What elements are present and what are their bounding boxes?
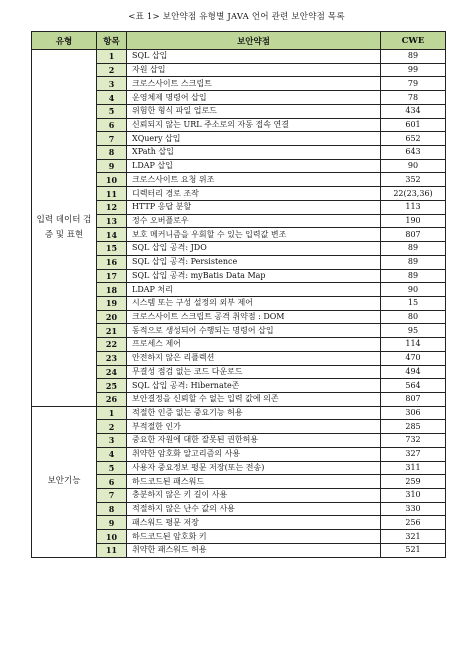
- cwe-cell: 434: [381, 104, 446, 118]
- item-number-cell: 26: [97, 392, 127, 406]
- weakness-name-cell: 크로스사이트 요청 위조: [127, 173, 381, 187]
- weakness-name-cell: 운영체제 명령어 삽입: [127, 91, 381, 105]
- cwe-cell: 90: [381, 159, 446, 173]
- item-number-cell: 13: [97, 214, 127, 228]
- item-number-cell: 3: [97, 77, 127, 91]
- weakness-name-cell: 보안결정을 신뢰할 수 없는 입력 값에 의존: [127, 392, 381, 406]
- cwe-cell: 521: [381, 543, 446, 557]
- item-number-cell: 2: [97, 420, 127, 434]
- cwe-cell: 564: [381, 379, 446, 393]
- item-number-cell: 20: [97, 310, 127, 324]
- item-number-cell: 11: [97, 543, 127, 557]
- cwe-cell: 80: [381, 310, 446, 324]
- weakness-name-cell: 적절하지 않은 난수 값의 사용: [127, 502, 381, 516]
- item-number-cell: 9: [97, 516, 127, 530]
- weakness-name-cell: 충분하지 않은 키 길이 사용: [127, 489, 381, 503]
- item-number-cell: 24: [97, 365, 127, 379]
- weakness-name-cell: 신뢰되지 않는 URL 주소로의 자동 접속 연결: [127, 118, 381, 132]
- cwe-cell: 113: [381, 200, 446, 214]
- item-number-cell: 23: [97, 351, 127, 365]
- cwe-cell: 652: [381, 132, 446, 146]
- weakness-name-cell: LDAP 처리: [127, 283, 381, 297]
- weakness-table: [31, 31, 446, 558]
- cwe-cell: 330: [381, 502, 446, 516]
- cwe-cell: 22(23,36): [381, 187, 446, 201]
- header-weakness: 보안약점: [127, 32, 381, 50]
- item-number-cell: 9: [97, 159, 127, 173]
- item-number-cell: 7: [97, 132, 127, 146]
- cwe-cell: 89: [381, 255, 446, 269]
- cwe-cell: 190: [381, 214, 446, 228]
- weakness-name-cell: SQL 삽입 공격: Hibernate존: [127, 379, 381, 393]
- table-header-row: [32, 32, 446, 50]
- item-number-cell: 16: [97, 255, 127, 269]
- cwe-cell: 90: [381, 283, 446, 297]
- cwe-cell: 321: [381, 530, 446, 544]
- item-number-cell: 10: [97, 173, 127, 187]
- cwe-cell: 601: [381, 118, 446, 132]
- cwe-cell: 15: [381, 296, 446, 310]
- weakness-name-cell: 사용자 중요정보 평문 저장(또는 전송): [127, 461, 381, 475]
- header-item: 항목: [97, 32, 127, 50]
- weakness-name-cell: 취약한 암호화 알고리즘의 사용: [127, 447, 381, 461]
- cwe-cell: 89: [381, 50, 446, 64]
- item-number-cell: 18: [97, 283, 127, 297]
- cwe-cell: 89: [381, 269, 446, 283]
- item-number-cell: 22: [97, 338, 127, 352]
- weakness-name-cell: SQL 삽입 공격: JDO: [127, 242, 381, 256]
- item-number-cell: 19: [97, 296, 127, 310]
- table-body: [32, 50, 446, 558]
- item-number-cell: 2: [97, 63, 127, 77]
- weakness-name-cell: 시스템 또는 구성 설정의 외부 제어: [127, 296, 381, 310]
- item-number-cell: 10: [97, 530, 127, 544]
- weakness-name-cell: SQL 삽입: [127, 50, 381, 64]
- item-number-cell: 4: [97, 91, 127, 105]
- cwe-cell: 99: [381, 63, 446, 77]
- item-number-cell: 11: [97, 187, 127, 201]
- cwe-cell: 285: [381, 420, 446, 434]
- cwe-cell: 79: [381, 77, 446, 91]
- weakness-name-cell: 중요한 자원에 대한 잘못된 권한허용: [127, 434, 381, 448]
- cwe-cell: 114: [381, 338, 446, 352]
- table-row: [32, 50, 446, 64]
- weakness-name-cell: XPath 삽입: [127, 146, 381, 160]
- weakness-name-cell: 부적절한 인가: [127, 420, 381, 434]
- item-number-cell: 8: [97, 502, 127, 516]
- item-number-cell: 1: [97, 406, 127, 420]
- weakness-name-cell: 하드코드된 패스워드: [127, 475, 381, 489]
- item-number-cell: 15: [97, 242, 127, 256]
- weakness-name-cell: 취약한 패스워드 허용: [127, 543, 381, 557]
- cwe-cell: 352: [381, 173, 446, 187]
- header-type: 유형: [32, 32, 97, 50]
- cwe-cell: 256: [381, 516, 446, 530]
- cwe-cell: 327: [381, 447, 446, 461]
- weakness-name-cell: 프로세스 제어: [127, 338, 381, 352]
- cwe-cell: 311: [381, 461, 446, 475]
- item-number-cell: 21: [97, 324, 127, 338]
- weakness-name-cell: SQL 삽입 공격: Persistence: [127, 255, 381, 269]
- weakness-name-cell: 크로스사이트 스크립트 공격 취약점 : DOM: [127, 310, 381, 324]
- cwe-cell: 310: [381, 489, 446, 503]
- table-row: [32, 406, 446, 420]
- item-number-cell: 12: [97, 200, 127, 214]
- item-number-cell: 1: [97, 50, 127, 64]
- cwe-cell: 306: [381, 406, 446, 420]
- cwe-cell: 259: [381, 475, 446, 489]
- item-number-cell: 14: [97, 228, 127, 242]
- item-number-cell: 6: [97, 118, 127, 132]
- type-cell: 보안기능: [32, 406, 97, 557]
- item-number-cell: 17: [97, 269, 127, 283]
- weakness-name-cell: HTTP 응답 분할: [127, 200, 381, 214]
- item-number-cell: 5: [97, 104, 127, 118]
- item-number-cell: 5: [97, 461, 127, 475]
- item-number-cell: 7: [97, 489, 127, 503]
- cwe-cell: 807: [381, 392, 446, 406]
- item-number-cell: 6: [97, 475, 127, 489]
- item-number-cell: 25: [97, 379, 127, 393]
- cwe-cell: 732: [381, 434, 446, 448]
- cwe-cell: 807: [381, 228, 446, 242]
- weakness-name-cell: 디렉터리 경로 조작: [127, 187, 381, 201]
- weakness-name-cell: 자원 삽입: [127, 63, 381, 77]
- weakness-name-cell: SQL 삽입 공격: myBatis Data Map: [127, 269, 381, 283]
- weakness-name-cell: LDAP 삽입: [127, 159, 381, 173]
- item-number-cell: 3: [97, 434, 127, 448]
- cwe-cell: 89: [381, 242, 446, 256]
- weakness-name-cell: 안전하지 않은 리플렉션: [127, 351, 381, 365]
- type-cell: 입력 데이터 검증 및 표현: [32, 50, 97, 407]
- table-caption: <표 1> 보안약점 유형별 JAVA 언어 관련 보안약점 목록: [128, 12, 345, 22]
- cwe-cell: 470: [381, 351, 446, 365]
- cwe-cell: 494: [381, 365, 446, 379]
- cwe-cell: 643: [381, 146, 446, 160]
- cwe-cell: 95: [381, 324, 446, 338]
- cwe-cell: 78: [381, 91, 446, 105]
- weakness-name-cell: 패스워드 평문 저장: [127, 516, 381, 530]
- weakness-name-cell: 하드코드된 암호화 키: [127, 530, 381, 544]
- weakness-name-cell: 적절한 인증 없는 중요기능 허용: [127, 406, 381, 420]
- weakness-name-cell: 동적으로 생성되어 수행되는 명령어 삽입: [127, 324, 381, 338]
- weakness-name-cell: XQuery 삽입: [127, 132, 381, 146]
- item-number-cell: 8: [97, 146, 127, 160]
- weakness-name-cell: 보호 메커니즘을 우회할 수 있는 입력값 변조: [127, 228, 381, 242]
- weakness-name-cell: 크로스사이트 스크립트: [127, 77, 381, 91]
- weakness-name-cell: 무결성 점검 없는 코드 다운로드: [127, 365, 381, 379]
- weakness-name-cell: 정수 오버플로우: [127, 214, 381, 228]
- item-number-cell: 4: [97, 447, 127, 461]
- weakness-name-cell: 위험한 형식 파일 업로드: [127, 104, 381, 118]
- header-cwe: CWE: [381, 32, 446, 50]
